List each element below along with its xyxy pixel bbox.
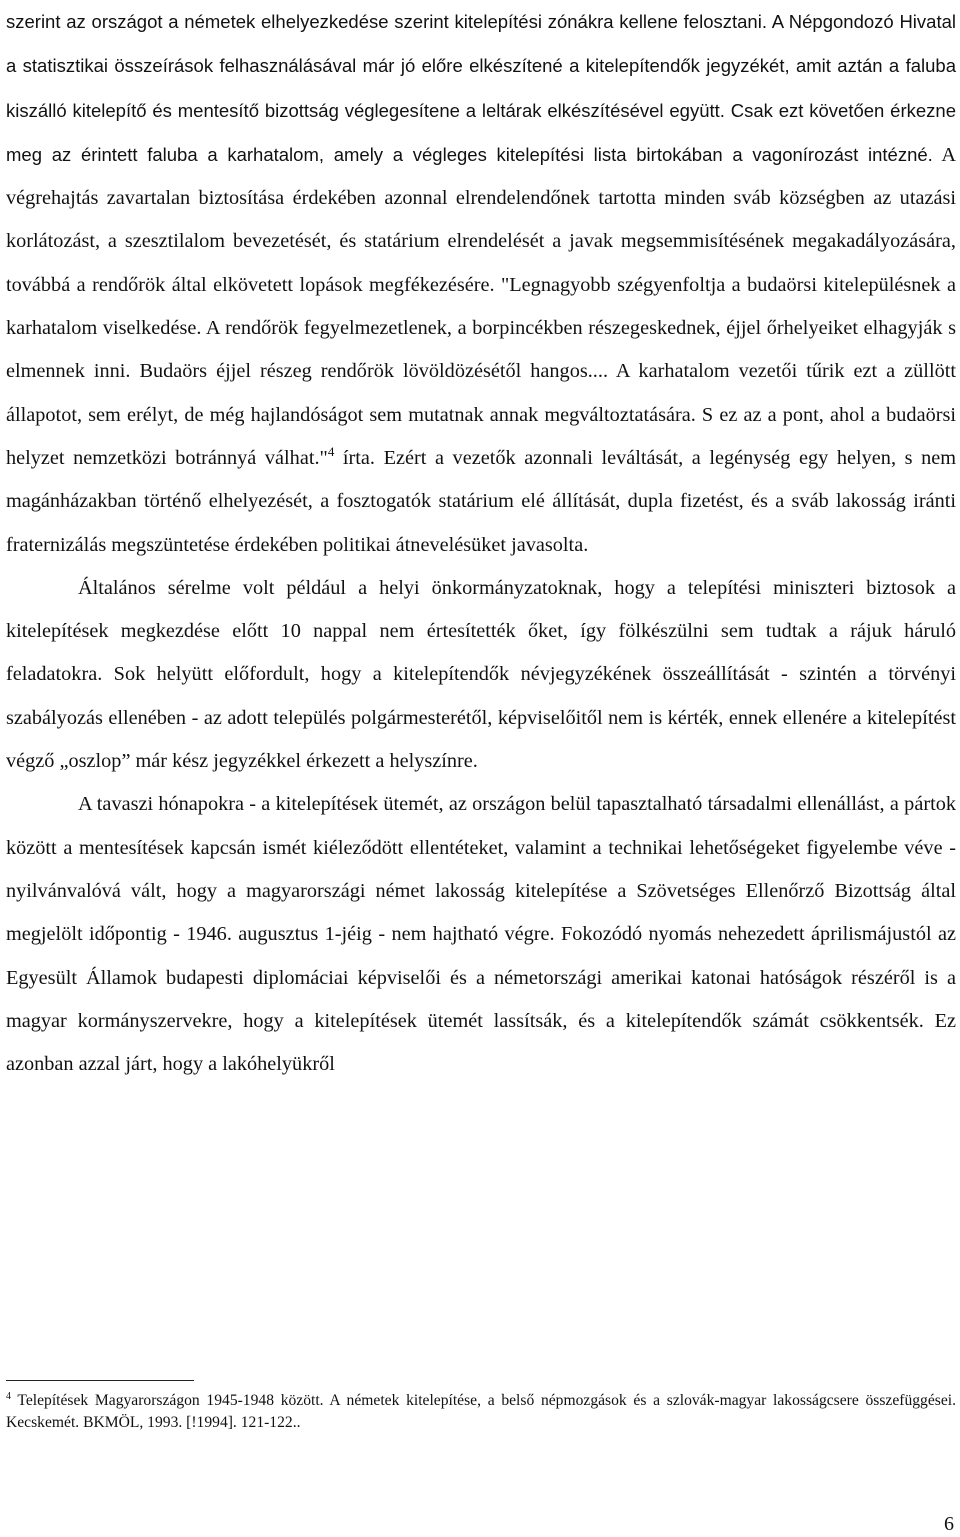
footnote [6,1390,956,1433]
paragraph-2: Általános sérelme volt például a helyi önkormányzatoknak, hogy a telepítési miniszteri biztosok a kitelepítések megkezdése előtt 10 nappal nem értesítették őket, így fölkészülni sem tudtak a rájuk háruló feladatokra. Sok helyütt előfordult, hogy a kitelepítendők névjegyzékének összeállítását - szintén a törvényi szabályozás ellenében - az adott település polgármesterétől, képviselőitől nem is kérték, ennek ellenére a kitelepítést végző „oszlop” már kész jegyzékkel érkezett a helyszínre. [6,576,956,773]
footnote-text: Telepítések Magyarországon 1945-1948 között. A németek kitelepítése, a belső népmozgások és a szlovák-magyar lakosságcsere összefüggései. Kecskemét. BKMÖL, 1993. [!1994]. 121-122.. [6,1392,956,1431]
paragraph-3: A tavaszi hónapokra - a kitelepítések ütemét, az országon belül tapasztalható társadalmi ellenállást, a pártok között a mentesítések kapcsán ismét kiéleződött ellentéteket, valamint a technikai lehetőségeket figyelembe véve - nyilvánvalóvá vált, hogy a magyarországi német lakosság kitelepítése a Szövetséges Ellenőrző Bizottság által megjelölt időpontig - 1946. augusztus 1-jéig - nem hajtható végre. Fokozódó nyomás nehezedett áprilismájustól az Egyesült Államok budapesti diplomáciai képviselői és a németországi amerikai katonai hatóságok részéről is a magyar kormányszervekre, hogy a kitelepítések ütemét lassítsák, és a kitelepítendők számát csökkentsék. Ez azonban azzal járt, hogy a lakóhelyükről [6,793,956,1076]
paragraph-1-part-b: A végrehajtás zavartalan biztosítása érdekében azonnal elrendelendőnek tartotta minden sváb községben az utazási korlátozást, a szesztilalom bevezetését, és statárium elrendelését a javak megsemmisítésének megakadályozására, továbbá a rendőrök által elkövetett lopások megfékezésére. "Legnagyobb szégyenfoltja a budaörsi kitelepülésnek a karhatalom viselkedése. A rendőrök fegyelmezetlenek, a borpincékben részegeskednek, éjjel őrhelyeiket elhagyják s elmennek inni. Budaörs éjjel részeg rendőrök lövöldözésétől hangos.... A karhatalom vezetői tűrik ezt a züllött állapotot, sem erélyt, de még hajlandóságot sem mutatnak annak megváltoztatására. S ez az a pont, ahol a budaörsi helyzet nemzetközi botránnyá válhat." [6,143,956,469]
page-body [6,0,956,1086]
paragraph-1-part-c: írta. Ezért a vezetők azonnali leváltását, a legénység egy helyen, s nem magánházakban történő elhelyezését, a fosztogatók statárium elé állítását, dupla fizetést, és a sváb lakosság iránti fraternizálás megszüntetése érdekében politikai átnevelésüket javasolta. [6,446,957,556]
paragraph-1 [6,0,956,567]
paragraph-1-part-a: szerint az országot a németek elhelyezkedése szerint kitelepítési zónákra kellene felosztani. A Népgondozó Hivatal a statisztikai összeírások felhasználásával már jó előre elkészítené a kitelepítendők jegyzékét, amit aztán a faluba kiszálló kitelepítő és mentesítő bizottság véglegesítene a leltárak elkészítésével együtt. Csak ezt követően érkezne meg az érintett faluba a karhatalom, amely a végleges kitelepítési lista birtokában a vagonírozást intézné. [6,11,956,165]
page-number: 6 [944,1513,954,1535]
footnote-reference[interactable]: 4 [327,444,335,460]
footnote-number: 4 [6,1390,11,1402]
footnote-separator [6,1380,194,1381]
